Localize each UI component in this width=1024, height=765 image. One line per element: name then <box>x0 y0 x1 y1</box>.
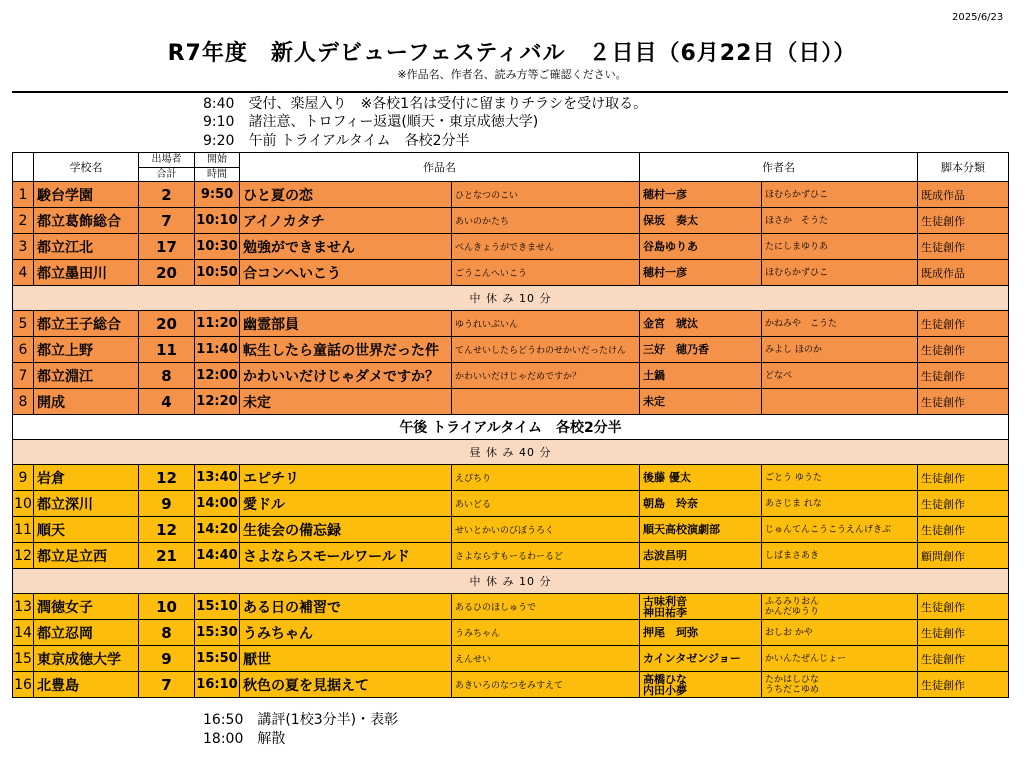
entry-number: 6 <box>13 337 34 363</box>
header-work: 作品名 <box>240 153 640 182</box>
script-category: 生徒創作 <box>918 620 1009 646</box>
work-reading: えんせい <box>452 646 640 672</box>
school-name: 順天 <box>34 517 139 543</box>
entry-number: 12 <box>13 543 34 569</box>
start-time: 13:40 <box>195 465 240 491</box>
author-name: 高橋ひな 内田小夢 <box>640 672 762 698</box>
participant-count: 20 <box>139 311 195 337</box>
script-category: 既成作品 <box>918 182 1009 208</box>
work-reading <box>452 389 640 415</box>
school-name: 駿台学園 <box>34 182 139 208</box>
table-row <box>13 646 1009 672</box>
table-row <box>13 182 1009 208</box>
header-school: 学校名 <box>34 153 139 182</box>
work-title: 勉強ができません <box>240 234 452 260</box>
table-header-row <box>13 153 1009 182</box>
table-row <box>13 491 1009 517</box>
author-name: 後藤 優太 <box>640 465 762 491</box>
work-title: 生徒会の備忘録 <box>240 517 452 543</box>
work-reading: えぴちり <box>452 465 640 491</box>
work-title: 合コンへいこう <box>240 260 452 286</box>
start-time: 15:30 <box>195 620 240 646</box>
page-title: R7年度 新人デビューフェスティバル ２日目（6月22日（日）） <box>167 41 857 66</box>
table-row <box>13 465 1009 491</box>
table-row <box>13 517 1009 543</box>
author-reading: おしお かや <box>762 620 918 646</box>
author-name: 未定 <box>640 389 762 415</box>
start-time: 16:10 <box>195 672 240 698</box>
author-name: 穂村一彦 <box>640 182 762 208</box>
start-time: 11:20 <box>195 311 240 337</box>
author-reading <box>762 389 918 415</box>
entry-number: 1 <box>13 182 34 208</box>
header-author: 作者名 <box>640 153 918 182</box>
table-row <box>13 620 1009 646</box>
participant-count: 12 <box>139 517 195 543</box>
entry-number: 7 <box>13 363 34 389</box>
document-date: 2025/6/23 <box>952 12 1004 23</box>
work-title: 未定 <box>240 389 452 415</box>
entry-number: 5 <box>13 311 34 337</box>
table-row <box>13 363 1009 389</box>
table-row <box>13 389 1009 415</box>
table-row <box>13 208 1009 234</box>
table-row <box>13 543 1009 569</box>
author-name: 三好 穂乃香 <box>640 337 762 363</box>
start-time: 15:50 <box>195 646 240 672</box>
author-name: 古味利音 神田祐李 <box>640 594 762 620</box>
script-category: 生徒創作 <box>918 389 1009 415</box>
break-row <box>13 286 1009 311</box>
author-reading: かねみや こうた <box>762 311 918 337</box>
school-name: 都立葛飾総合 <box>34 208 139 234</box>
author-name: 穂村一彦 <box>640 260 762 286</box>
work-title: 愛ドル <box>240 491 452 517</box>
school-name: 都立王子総合 <box>34 311 139 337</box>
participant-count: 21 <box>139 543 195 569</box>
start-time: 10:30 <box>195 234 240 260</box>
header-count-top: 出場者 <box>151 154 182 165</box>
participant-count: 9 <box>139 491 195 517</box>
afternoon-trial-label: 午後 トライアルタイム 各校2分半 <box>13 415 1009 440</box>
author-name: 保坂 奏太 <box>640 208 762 234</box>
header-count-bottom: 合計 <box>139 167 194 181</box>
header-no <box>13 153 34 182</box>
script-category: 顧問創作 <box>918 543 1009 569</box>
entry-number: 4 <box>13 260 34 286</box>
school-name: 岩倉 <box>34 465 139 491</box>
script-category: 生徒創作 <box>918 208 1009 234</box>
participant-count: 8 <box>139 363 195 389</box>
school-name: 都立忍岡 <box>34 620 139 646</box>
author-reading: じゅんてんこうこうえんげきぶ <box>762 517 918 543</box>
author-reading: ごとう ゆうた <box>762 465 918 491</box>
table-row <box>13 311 1009 337</box>
work-title: ある日の補習で <box>240 594 452 620</box>
script-category: 生徒創作 <box>918 672 1009 698</box>
table-row <box>13 260 1009 286</box>
entry-number: 9 <box>13 465 34 491</box>
participant-count: 20 <box>139 260 195 286</box>
script-category: 生徒創作 <box>918 363 1009 389</box>
start-time: 14:00 <box>195 491 240 517</box>
school-name: 都立墨田川 <box>34 260 139 286</box>
participant-count: 9 <box>139 646 195 672</box>
work-reading: あきいろのなつをみすえて <box>452 672 640 698</box>
author-reading: ほむらかずひこ <box>762 260 918 286</box>
work-title: 転生したら童話の世界だった件 <box>240 337 452 363</box>
school-name: 都立足立西 <box>34 543 139 569</box>
header-rule <box>12 91 1008 93</box>
script-category: 生徒創作 <box>918 517 1009 543</box>
entry-number: 3 <box>13 234 34 260</box>
start-time: 12:20 <box>195 389 240 415</box>
participant-count: 11 <box>139 337 195 363</box>
script-category: 生徒創作 <box>918 337 1009 363</box>
school-name: 潤徳女子 <box>34 594 139 620</box>
script-category: 生徒創作 <box>918 234 1009 260</box>
break-label: 中 休 み 10 分 <box>13 286 1009 311</box>
work-reading: うみちゃん <box>452 620 640 646</box>
pre-schedule-line: 8:40 受付、楽屋入り ※各校1名は受付に留まりチラシを受け取る。 <box>203 96 648 112</box>
table-row <box>13 594 1009 620</box>
break-row <box>13 569 1009 594</box>
work-title: アイノカタチ <box>240 208 452 234</box>
entry-number: 11 <box>13 517 34 543</box>
work-reading: あいどる <box>452 491 640 517</box>
start-time: 15:10 <box>195 594 240 620</box>
script-category: 生徒創作 <box>918 594 1009 620</box>
script-category: 生徒創作 <box>918 646 1009 672</box>
participant-count: 7 <box>139 208 195 234</box>
author-name: 押尾 珂弥 <box>640 620 762 646</box>
work-title: 厭世 <box>240 646 452 672</box>
school-name: 北豊島 <box>34 672 139 698</box>
school-name: 都立上野 <box>34 337 139 363</box>
break-label: 昼 休 み 40 分 <box>13 440 1009 465</box>
work-reading: べんきょうができません <box>452 234 640 260</box>
work-reading: ゆうれいぶいん <box>452 311 640 337</box>
header-count <box>139 153 195 182</box>
start-time: 12:00 <box>195 363 240 389</box>
start-time: 14:20 <box>195 517 240 543</box>
afternoon-trial-row <box>13 415 1009 440</box>
work-reading: せいとかいのびぼうろく <box>452 517 640 543</box>
author-reading: かいんたぜんじょー <box>762 646 918 672</box>
post-schedule-line: 18:00 解散 <box>203 731 286 747</box>
page-subtitle: ※作品名、作者名、読み方等ご確認ください。 <box>397 68 627 81</box>
participant-count: 12 <box>139 465 195 491</box>
break-label: 中 休 み 10 分 <box>13 569 1009 594</box>
school-name: 都立江北 <box>34 234 139 260</box>
author-name: 志波昌明 <box>640 543 762 569</box>
header-time-top: 開始 <box>207 154 227 165</box>
start-time: 14:40 <box>195 543 240 569</box>
author-name: 金宮 琥汰 <box>640 311 762 337</box>
header-time-bottom: 時間 <box>195 167 239 181</box>
author-name: 土鍋 <box>640 363 762 389</box>
participant-count: 8 <box>139 620 195 646</box>
participant-count: 17 <box>139 234 195 260</box>
start-time: 9:50 <box>195 182 240 208</box>
entry-number: 16 <box>13 672 34 698</box>
work-title: うみちゃん <box>240 620 452 646</box>
author-reading: たかはしひな うちだこゆめ <box>762 672 918 698</box>
work-reading: あいのかたち <box>452 208 640 234</box>
work-title: かわいいだけじゃダメですか？ <box>240 363 452 389</box>
script-category: 生徒創作 <box>918 311 1009 337</box>
script-category: 生徒創作 <box>918 465 1009 491</box>
author-name: カインタゼンジョー <box>640 646 762 672</box>
author-reading: ふるみりおん かんだゆうり <box>762 594 918 620</box>
author-name: 谷島ゆりあ <box>640 234 762 260</box>
script-category: 生徒創作 <box>918 491 1009 517</box>
work-reading: さよならすもーるわーるど <box>452 543 640 569</box>
author-name: 朝島 玲奈 <box>640 491 762 517</box>
work-title: 幽霊部員 <box>240 311 452 337</box>
table-row <box>13 672 1009 698</box>
work-reading: てんせいしたらどうわのせかいだったけん <box>452 337 640 363</box>
work-reading: ごうこんへいこう <box>452 260 640 286</box>
start-time: 10:50 <box>195 260 240 286</box>
script-category: 既成作品 <box>918 260 1009 286</box>
entry-number: 10 <box>13 491 34 517</box>
schedule-body <box>13 182 1009 698</box>
school-name: 都立淵江 <box>34 363 139 389</box>
entry-number: 14 <box>13 620 34 646</box>
work-reading: ひとなつのこい <box>452 182 640 208</box>
participant-count: 4 <box>139 389 195 415</box>
author-reading: みよし ほのか <box>762 337 918 363</box>
pre-schedule-line: 9:10 諸注意、トロフィー返還(順天・東京成徳大学) <box>203 114 539 130</box>
school-name: 開成 <box>34 389 139 415</box>
author-reading: あさじま れな <box>762 491 918 517</box>
school-name: 都立深川 <box>34 491 139 517</box>
start-time: 11:40 <box>195 337 240 363</box>
author-reading: ほさか そうた <box>762 208 918 234</box>
pre-schedule-line: 9:20 午前 トライアルタイム 各校2分半 <box>203 133 470 149</box>
table-row <box>13 234 1009 260</box>
author-reading: しばまさあき <box>762 543 918 569</box>
entry-number: 8 <box>13 389 34 415</box>
work-title: ひと夏の恋 <box>240 182 452 208</box>
work-reading: あるひのほしゅうで <box>452 594 640 620</box>
author-reading: どなべ <box>762 363 918 389</box>
start-time: 10:10 <box>195 208 240 234</box>
work-reading: かわいいだけじゃだめですか？ <box>452 363 640 389</box>
entry-number: 15 <box>13 646 34 672</box>
entry-number: 2 <box>13 208 34 234</box>
header-time <box>195 153 240 182</box>
participant-count: 10 <box>139 594 195 620</box>
participant-count: 2 <box>139 182 195 208</box>
author-name: 順天高校演劇部 <box>640 517 762 543</box>
entry-number: 13 <box>13 594 34 620</box>
schedule-table <box>12 152 1009 698</box>
author-reading: ほむらかずひこ <box>762 182 918 208</box>
work-title: エピチリ <box>240 465 452 491</box>
participant-count: 7 <box>139 672 195 698</box>
post-schedule-line: 16:50 講評(1校3分半)・表彰 <box>203 712 399 728</box>
table-row <box>13 337 1009 363</box>
break-row <box>13 440 1009 465</box>
school-name: 東京成徳大学 <box>34 646 139 672</box>
work-title: さよならスモールワールド <box>240 543 452 569</box>
work-title: 秋色の夏を見据えて <box>240 672 452 698</box>
author-reading: たにしまゆりあ <box>762 234 918 260</box>
header-category: 脚本分類 <box>918 153 1009 182</box>
